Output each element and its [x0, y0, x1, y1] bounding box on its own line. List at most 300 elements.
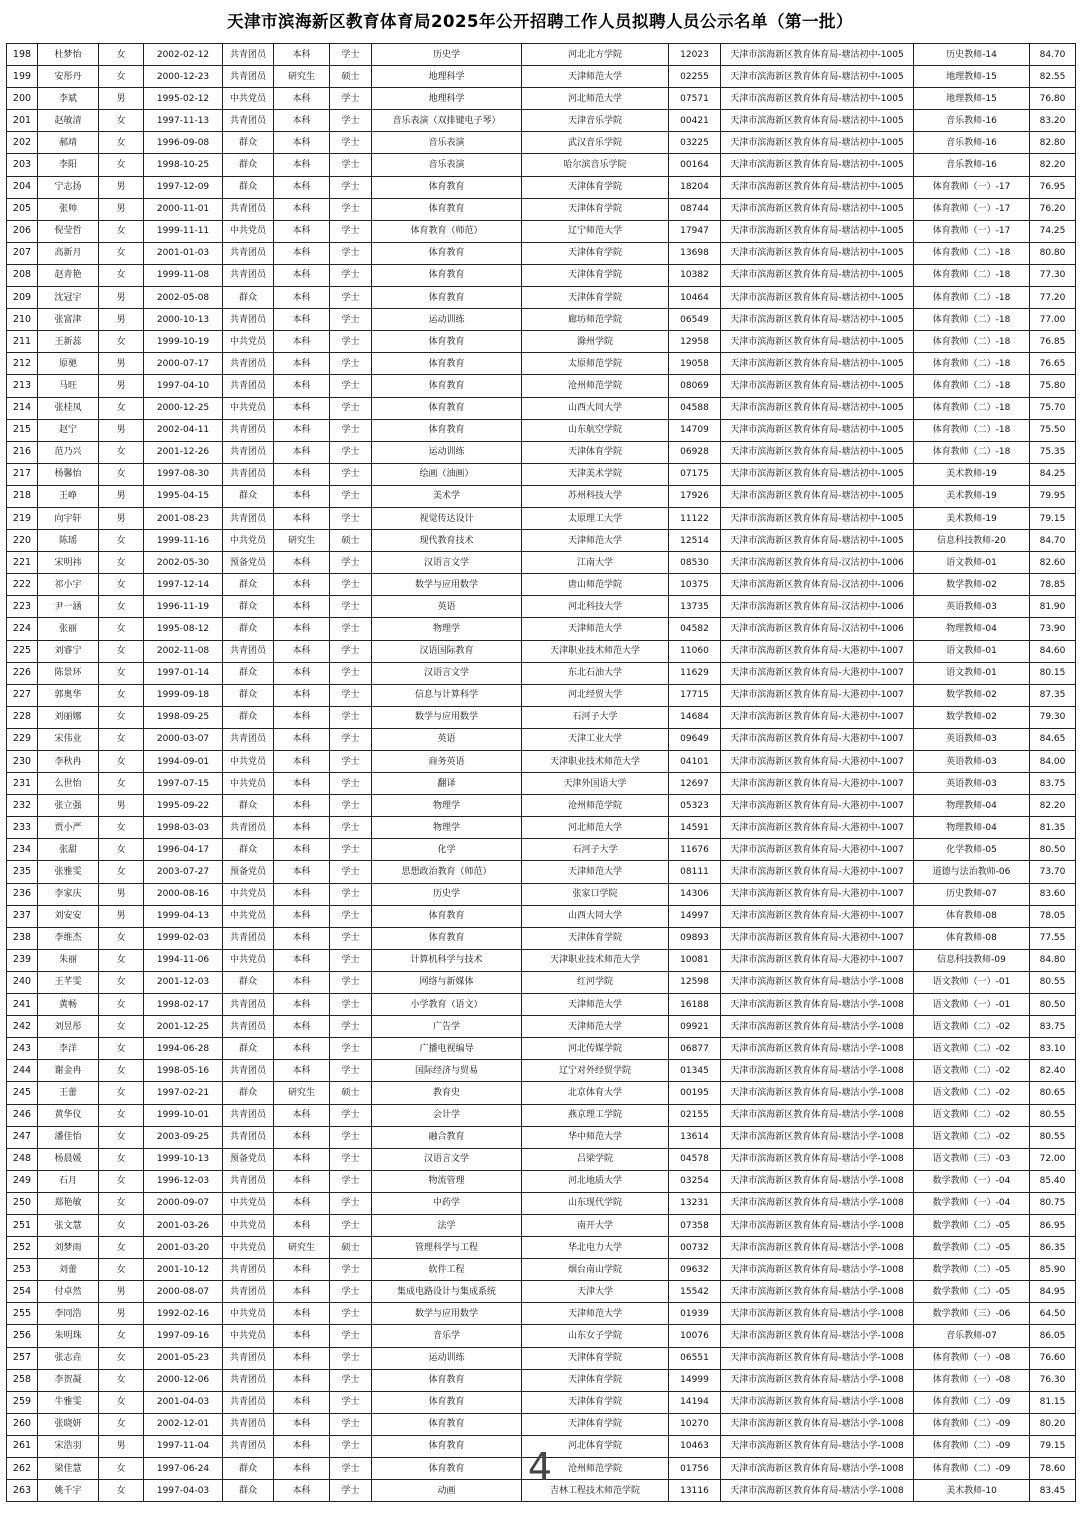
table-row: [7, 905, 1076, 927]
degree-cell: 学士: [330, 309, 372, 331]
education-cell: 本科: [274, 773, 330, 795]
gender-cell: 女: [99, 1214, 144, 1236]
birth-date-cell: 1997-11-13: [144, 110, 223, 132]
score-cell: 79.30: [1030, 706, 1076, 728]
exam-number-cell: 04588: [669, 397, 721, 419]
major-cell: 物理学: [372, 817, 522, 839]
exam-number-cell: 14194: [669, 1391, 721, 1413]
birth-date-cell: 1995-02-12: [144, 88, 223, 110]
school-cell: 天津师范大学: [522, 618, 669, 640]
table-row: [7, 662, 1076, 684]
row-number-cell: 214: [7, 397, 38, 419]
education-cell: 本科: [274, 905, 330, 927]
row-number-cell: 260: [7, 1413, 38, 1435]
table-row: [7, 1038, 1076, 1060]
table-row: [7, 1237, 1076, 1259]
score-cell: 79.15: [1030, 507, 1076, 529]
major-cell: 汉语言文学: [372, 662, 522, 684]
position-cell: 体育教师（二）-18: [914, 441, 1030, 463]
exam-number-cell: 08744: [669, 198, 721, 220]
name-cell: 刘睿宁: [38, 640, 99, 662]
name-cell: 刘昱彤: [38, 1016, 99, 1038]
major-cell: 体育教育: [372, 905, 522, 927]
school-cell: 燕京理工学院: [522, 1104, 669, 1126]
birth-date-cell: 1997-02-21: [144, 1082, 223, 1104]
row-number-cell: 234: [7, 839, 38, 861]
degree-cell: 学士: [330, 198, 372, 220]
score-cell: 83.45: [1030, 1480, 1076, 1502]
school-cell: 河北地质大学: [522, 1170, 669, 1192]
birth-date-cell: 1999-10-01: [144, 1104, 223, 1126]
score-cell: 82.20: [1030, 154, 1076, 176]
degree-cell: 硕士: [330, 66, 372, 88]
birth-date-cell: 2001-08-23: [144, 507, 223, 529]
position-cell: 语文教师（一）-01: [914, 994, 1030, 1016]
gender-cell: 男: [99, 795, 144, 817]
row-number-cell: 226: [7, 662, 38, 684]
name-cell: 向宇轩: [38, 507, 99, 529]
row-number-cell: 256: [7, 1325, 38, 1347]
degree-cell: 学士: [330, 88, 372, 110]
row-number-cell: 241: [7, 994, 38, 1016]
degree-cell: 学士: [330, 1038, 372, 1060]
hiring-unit-cell: 天津市滨海新区教育体育局-大港初中-1007: [721, 905, 914, 927]
major-cell: 运动训练: [372, 441, 522, 463]
score-cell: 74.25: [1030, 220, 1076, 242]
political-status-cell: 共青团员: [223, 1347, 274, 1369]
score-cell: 73.70: [1030, 861, 1076, 883]
score-cell: 83.60: [1030, 883, 1076, 905]
row-number-cell: 245: [7, 1082, 38, 1104]
school-cell: 天津大学: [522, 1281, 669, 1303]
position-cell: 数学教师（二）-05: [914, 1259, 1030, 1281]
table-row: [7, 419, 1076, 441]
name-cell: 范乃兴: [38, 441, 99, 463]
school-cell: 天津体育学院: [522, 1347, 669, 1369]
degree-cell: 学士: [330, 220, 372, 242]
political-status-cell: 群众: [223, 176, 274, 198]
hiring-unit-cell: 天津市滨海新区教育体育局-塘沽小学-1008: [721, 971, 914, 993]
hiring-unit-cell: 天津市滨海新区教育体育局-塘沽初中-1005: [721, 176, 914, 198]
position-cell: 化学教师-05: [914, 839, 1030, 861]
score-cell: 82.55: [1030, 66, 1076, 88]
political-status-cell: 群众: [223, 574, 274, 596]
exam-number-cell: 09921: [669, 1016, 721, 1038]
row-number-cell: 230: [7, 751, 38, 773]
row-number-cell: 199: [7, 66, 38, 88]
birth-date-cell: 1994-09-01: [144, 751, 223, 773]
major-cell: 物理学: [372, 618, 522, 640]
degree-cell: 学士: [330, 1413, 372, 1435]
hiring-unit-cell: 天津市滨海新区教育体育局-大港初中-1007: [721, 684, 914, 706]
major-cell: 体育教育: [372, 1369, 522, 1391]
degree-cell: 学士: [330, 154, 372, 176]
degree-cell: 学士: [330, 419, 372, 441]
degree-cell: 学士: [330, 485, 372, 507]
exam-number-cell: 06877: [669, 1038, 721, 1060]
name-cell: 姚千宇: [38, 1480, 99, 1502]
education-cell: 本科: [274, 331, 330, 353]
position-cell: 体育教师（二）-09: [914, 1413, 1030, 1435]
exam-number-cell: 12697: [669, 773, 721, 795]
school-cell: 天津职业技术师范大学: [522, 949, 669, 971]
exam-number-cell: 03254: [669, 1170, 721, 1192]
birth-date-cell: 2001-12-03: [144, 971, 223, 993]
school-cell: 辽宁师范大学: [522, 220, 669, 242]
gender-cell: 男: [99, 905, 144, 927]
political-status-cell: 群众: [223, 795, 274, 817]
gender-cell: 女: [99, 1016, 144, 1038]
name-cell: 张甜: [38, 839, 99, 861]
school-cell: 吉林工程技术师范学院: [522, 1480, 669, 1502]
political-status-cell: 共青团员: [223, 1104, 274, 1126]
score-cell: 83.75: [1030, 1016, 1076, 1038]
hiring-unit-cell: 天津市滨海新区教育体育局-大港初中-1007: [721, 706, 914, 728]
table-row: [7, 684, 1076, 706]
score-cell: 76.20: [1030, 198, 1076, 220]
education-cell: 本科: [274, 1303, 330, 1325]
birth-date-cell: 1996-04-17: [144, 839, 223, 861]
school-cell: 河北体育学院: [522, 1435, 669, 1457]
birth-date-cell: 1998-05-16: [144, 1060, 223, 1082]
political-status-cell: 共青团员: [223, 309, 274, 331]
table-row: [7, 861, 1076, 883]
score-cell: 77.20: [1030, 287, 1076, 309]
exam-number-cell: 12598: [669, 971, 721, 993]
birth-date-cell: 1994-06-28: [144, 1038, 223, 1060]
political-status-cell: 中共党员: [223, 397, 274, 419]
gender-cell: 女: [99, 640, 144, 662]
degree-cell: 学士: [330, 1192, 372, 1214]
table-row: [7, 596, 1076, 618]
score-cell: 78.05: [1030, 905, 1076, 927]
hiring-unit-cell: 天津市滨海新区教育体育局-大港初中-1007: [721, 795, 914, 817]
degree-cell: 硕士: [330, 1082, 372, 1104]
name-cell: 朱明珠: [38, 1325, 99, 1347]
education-cell: 本科: [274, 242, 330, 264]
major-cell: 体育教育: [372, 242, 522, 264]
degree-cell: 学士: [330, 773, 372, 795]
political-status-cell: 共青团员: [223, 353, 274, 375]
score-cell: 77.55: [1030, 927, 1076, 949]
row-number-cell: 212: [7, 353, 38, 375]
degree-cell: 学士: [330, 463, 372, 485]
score-cell: 84.00: [1030, 751, 1076, 773]
name-cell: 倪莹哲: [38, 220, 99, 242]
position-cell: 语文教师（二）-02: [914, 1038, 1030, 1060]
name-cell: 杜梦怡: [38, 44, 99, 66]
degree-cell: 学士: [330, 1391, 372, 1413]
major-cell: 英语: [372, 596, 522, 618]
major-cell: 数学与应用数学: [372, 706, 522, 728]
row-number-cell: 261: [7, 1435, 38, 1457]
education-cell: 本科: [274, 1060, 330, 1082]
hiring-unit-cell: 天津市滨海新区教育体育局-大港初中-1007: [721, 927, 914, 949]
school-cell: 天津体育学院: [522, 1413, 669, 1435]
name-cell: 原驰: [38, 353, 99, 375]
political-status-cell: 共青团员: [223, 44, 274, 66]
hiring-unit-cell: 天津市滨海新区教育体育局-大港初中-1007: [721, 662, 914, 684]
score-cell: 78.85: [1030, 574, 1076, 596]
political-status-cell: 群众: [223, 1458, 274, 1480]
table-row: [7, 110, 1076, 132]
education-cell: 本科: [274, 110, 330, 132]
score-cell: 87.35: [1030, 684, 1076, 706]
table-row: [7, 242, 1076, 264]
table-row: [7, 66, 1076, 88]
major-cell: 会计学: [372, 1104, 522, 1126]
major-cell: 历史学: [372, 44, 522, 66]
major-cell: 体育教育: [372, 353, 522, 375]
birth-date-cell: 1997-12-09: [144, 176, 223, 198]
hiring-unit-cell: 天津市滨海新区教育体育局-塘沽小学-1008: [721, 1413, 914, 1435]
exam-number-cell: 17947: [669, 220, 721, 242]
row-number-cell: 215: [7, 419, 38, 441]
gender-cell: 男: [99, 198, 144, 220]
school-cell: 山东女子学院: [522, 1325, 669, 1347]
hiring-unit-cell: 天津市滨海新区教育体育局-塘沽小学-1008: [721, 1259, 914, 1281]
hiring-unit-cell: 天津市滨海新区教育体育局-塘沽小学-1008: [721, 1148, 914, 1170]
degree-cell: 学士: [330, 264, 372, 286]
position-cell: 语文教师（二）-02: [914, 1082, 1030, 1104]
degree-cell: 学士: [330, 662, 372, 684]
exam-number-cell: 10270: [669, 1413, 721, 1435]
exam-number-cell: 10463: [669, 1435, 721, 1457]
row-number-cell: 235: [7, 861, 38, 883]
name-cell: 王新蕊: [38, 331, 99, 353]
hiring-unit-cell: 天津市滨海新区教育体育局-汉沽初中-1006: [721, 552, 914, 574]
hiring-unit-cell: 天津市滨海新区教育体育局-塘沽初中-1005: [721, 463, 914, 485]
birth-date-cell: 2001-05-23: [144, 1347, 223, 1369]
row-number-cell: 229: [7, 728, 38, 750]
degree-cell: 学士: [330, 751, 372, 773]
table-row: [7, 1413, 1076, 1435]
political-status-cell: 中共党员: [223, 1214, 274, 1236]
school-cell: 天津职业技术师范大学: [522, 751, 669, 773]
school-cell: 天津体育学院: [522, 242, 669, 264]
major-cell: 信息与计算科学: [372, 684, 522, 706]
exam-number-cell: 09632: [669, 1259, 721, 1281]
name-cell: 李同浩: [38, 1303, 99, 1325]
position-cell: 音乐教师-16: [914, 154, 1030, 176]
hiring-unit-cell: 天津市滨海新区教育体育局-塘沽小学-1008: [721, 1303, 914, 1325]
education-cell: 本科: [274, 1413, 330, 1435]
exam-number-cell: 16188: [669, 994, 721, 1016]
political-status-cell: 群众: [223, 132, 274, 154]
hiring-unit-cell: 天津市滨海新区教育体育局-塘沽初中-1005: [721, 242, 914, 264]
score-cell: 82.40: [1030, 1060, 1076, 1082]
row-number-cell: 237: [7, 905, 38, 927]
birth-date-cell: 1997-04-10: [144, 375, 223, 397]
table-row: [7, 44, 1076, 66]
school-cell: 吕梁学院: [522, 1148, 669, 1170]
degree-cell: 学士: [330, 132, 372, 154]
name-cell: 李洋: [38, 1038, 99, 1060]
row-number-cell: 205: [7, 198, 38, 220]
major-cell: 美术学: [372, 485, 522, 507]
birth-date-cell: 1998-03-03: [144, 817, 223, 839]
position-cell: 体育教师（二）-18: [914, 397, 1030, 419]
major-cell: 数学与应用数学: [372, 574, 522, 596]
degree-cell: 学士: [330, 817, 372, 839]
table-row: [7, 198, 1076, 220]
degree-cell: 学士: [330, 795, 372, 817]
table-row: [7, 132, 1076, 154]
name-cell: 李维杰: [38, 927, 99, 949]
exam-number-cell: 02155: [669, 1104, 721, 1126]
table-row: [7, 287, 1076, 309]
table-row: [7, 706, 1076, 728]
education-cell: 本科: [274, 154, 330, 176]
position-cell: 体育教师（一）-08: [914, 1347, 1030, 1369]
gender-cell: 女: [99, 1369, 144, 1391]
education-cell: 本科: [274, 309, 330, 331]
education-cell: 本科: [274, 1281, 330, 1303]
gender-cell: 女: [99, 662, 144, 684]
gender-cell: 女: [99, 1126, 144, 1148]
score-cell: 84.95: [1030, 1281, 1076, 1303]
position-cell: 数学教师（二）-05: [914, 1281, 1030, 1303]
school-cell: 太原理工大学: [522, 507, 669, 529]
page-number: 4: [527, 1445, 553, 1489]
exam-number-cell: 09649: [669, 728, 721, 750]
major-cell: 体育教育: [372, 264, 522, 286]
table-row: [7, 1060, 1076, 1082]
row-number-cell: 225: [7, 640, 38, 662]
gender-cell: 女: [99, 1060, 144, 1082]
table-row: [7, 883, 1076, 905]
major-cell: 音乐表演: [372, 132, 522, 154]
row-number-cell: 244: [7, 1060, 38, 1082]
name-cell: 张立强: [38, 795, 99, 817]
gender-cell: 女: [99, 1413, 144, 1435]
school-cell: 唐山师范学院: [522, 574, 669, 596]
school-cell: 红河学院: [522, 971, 669, 993]
birth-date-cell: 1999-10-19: [144, 331, 223, 353]
table-row: [7, 397, 1076, 419]
row-number-cell: 206: [7, 220, 38, 242]
gender-cell: 女: [99, 839, 144, 861]
score-cell: 75.50: [1030, 419, 1076, 441]
table-body: [7, 44, 1076, 1502]
school-cell: 山东航空学院: [522, 419, 669, 441]
row-number-cell: 228: [7, 706, 38, 728]
score-cell: 80.80: [1030, 242, 1076, 264]
degree-cell: 学士: [330, 1126, 372, 1148]
table-row: [7, 839, 1076, 861]
major-cell: 体育教育: [372, 1391, 522, 1413]
row-number-cell: 253: [7, 1259, 38, 1281]
gender-cell: 女: [99, 751, 144, 773]
score-cell: 83.10: [1030, 1038, 1076, 1060]
exam-number-cell: 13735: [669, 596, 721, 618]
exam-number-cell: 04101: [669, 751, 721, 773]
school-cell: 武汉音乐学院: [522, 132, 669, 154]
position-cell: 物理教师-04: [914, 618, 1030, 640]
major-cell: 教育史: [372, 1082, 522, 1104]
table-row: [7, 463, 1076, 485]
major-cell: 音乐表演（双排键电子琴）: [372, 110, 522, 132]
hiring-unit-cell: 天津市滨海新区教育体育局-大港初中-1007: [721, 817, 914, 839]
birth-date-cell: 1996-11-19: [144, 596, 223, 618]
gender-cell: 女: [99, 1325, 144, 1347]
score-cell: 86.35: [1030, 1237, 1076, 1259]
table-row: [7, 1126, 1076, 1148]
education-cell: 本科: [274, 1170, 330, 1192]
score-cell: 76.60: [1030, 1347, 1076, 1369]
row-number-cell: 217: [7, 463, 38, 485]
school-cell: 沧州师范学院: [522, 1458, 669, 1480]
table-row: [7, 1214, 1076, 1236]
row-number-cell: 223: [7, 596, 38, 618]
score-cell: 85.40: [1030, 1170, 1076, 1192]
gender-cell: 女: [99, 1148, 144, 1170]
gender-cell: 女: [99, 817, 144, 839]
political-status-cell: 中共党员: [223, 905, 274, 927]
exam-number-cell: 08111: [669, 861, 721, 883]
row-number-cell: 250: [7, 1192, 38, 1214]
hiring-unit-cell: 天津市滨海新区教育体育局-塘沽初中-1005: [721, 507, 914, 529]
school-cell: 滁州学院: [522, 331, 669, 353]
position-cell: 英语教师-03: [914, 728, 1030, 750]
birth-date-cell: 2002-04-11: [144, 419, 223, 441]
table-row: [7, 176, 1076, 198]
score-cell: 80.75: [1030, 1192, 1076, 1214]
position-cell: 体育教师（二）-18: [914, 309, 1030, 331]
hiring-unit-cell: 天津市滨海新区教育体育局-塘沽小学-1008: [721, 1281, 914, 1303]
school-cell: 沧州师范学院: [522, 795, 669, 817]
table-row: [7, 331, 1076, 353]
score-cell: 81.35: [1030, 817, 1076, 839]
degree-cell: 学士: [330, 706, 372, 728]
hiring-unit-cell: 天津市滨海新区教育体育局-汉沽初中-1006: [721, 596, 914, 618]
hiring-unit-cell: 天津市滨海新区教育体育局-塘沽小学-1008: [721, 1170, 914, 1192]
birth-date-cell: 2000-10-13: [144, 309, 223, 331]
major-cell: 体育教育: [372, 397, 522, 419]
education-cell: 本科: [274, 795, 330, 817]
political-status-cell: 共青团员: [223, 1369, 274, 1391]
name-cell: 黄华仪: [38, 1104, 99, 1126]
name-cell: 梁佳慧: [38, 1458, 99, 1480]
school-cell: 石河子大学: [522, 706, 669, 728]
score-cell: 80.50: [1030, 839, 1076, 861]
birth-date-cell: 1994-11-06: [144, 949, 223, 971]
gender-cell: 男: [99, 353, 144, 375]
row-number-cell: 242: [7, 1016, 38, 1038]
name-cell: 陈瑶: [38, 530, 99, 552]
political-status-cell: 共青团员: [223, 198, 274, 220]
gender-cell: 女: [99, 971, 144, 993]
score-cell: 77.30: [1030, 264, 1076, 286]
name-cell: 宋伟业: [38, 728, 99, 750]
position-cell: 语文教师（一）-01: [914, 971, 1030, 993]
birth-date-cell: 1999-02-03: [144, 927, 223, 949]
position-cell: 体育教师（一）-08: [914, 1369, 1030, 1391]
score-cell: 79.95: [1030, 485, 1076, 507]
school-cell: 天津体育学院: [522, 287, 669, 309]
table-row: [7, 485, 1076, 507]
table-row: [7, 530, 1076, 552]
major-cell: 计算机科学与技术: [372, 949, 522, 971]
school-cell: 天津职业技术师范大学: [522, 640, 669, 662]
education-cell: 研究生: [274, 1082, 330, 1104]
hiring-unit-cell: 天津市滨海新区教育体育局-大港初中-1007: [721, 949, 914, 971]
birth-date-cell: 2001-12-26: [144, 441, 223, 463]
gender-cell: 男: [99, 176, 144, 198]
hiring-unit-cell: 天津市滨海新区教育体育局-塘沽小学-1008: [721, 1060, 914, 1082]
exam-number-cell: 10464: [669, 287, 721, 309]
name-cell: 牛雅雯: [38, 1391, 99, 1413]
